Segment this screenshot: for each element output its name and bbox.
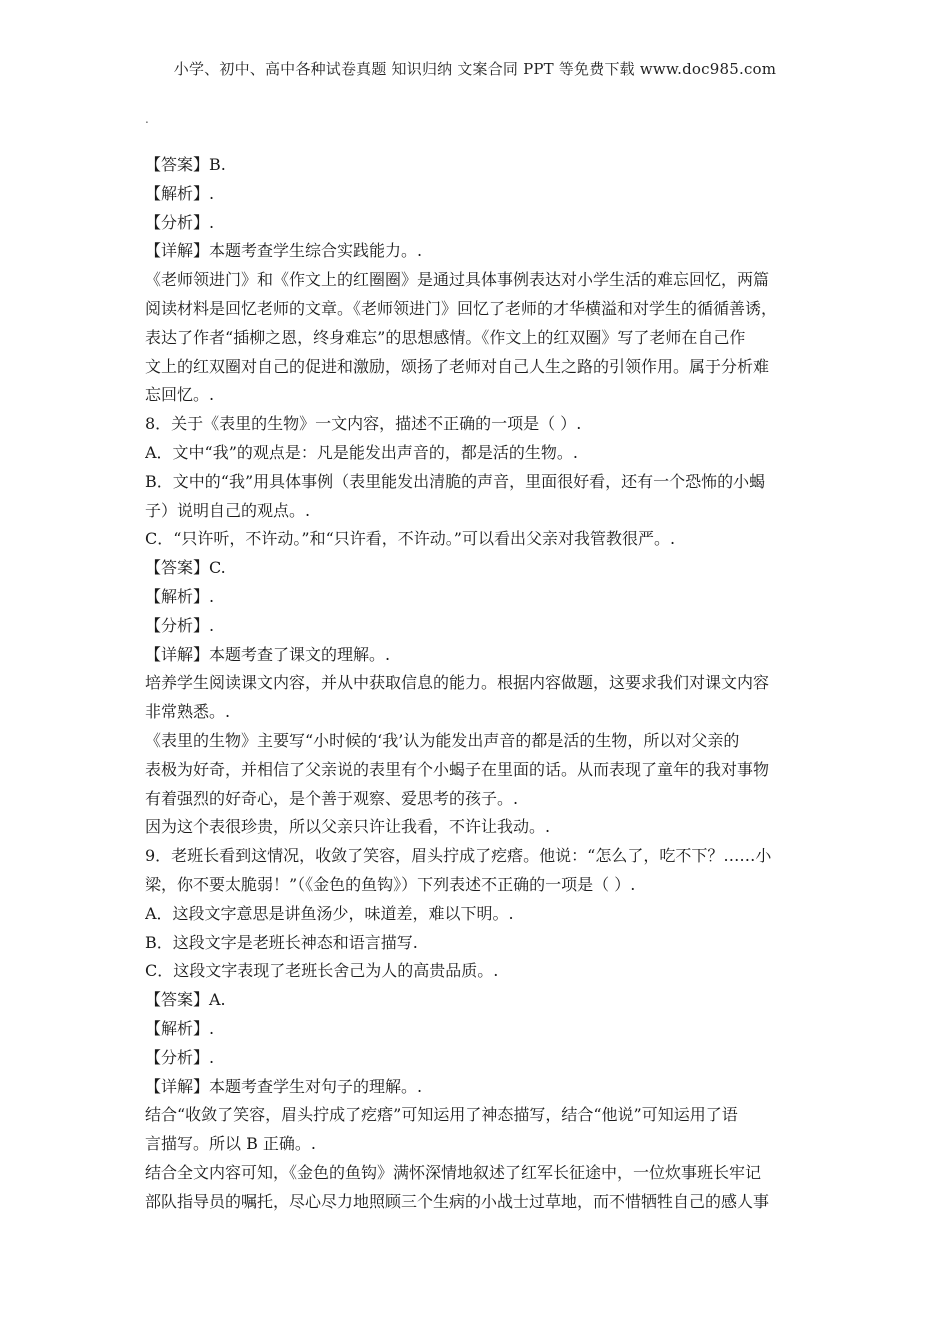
stray-mark: . [145, 112, 149, 126]
text-line: 文上的红双圈对自己的促进和激励，颂扬了老师对自己人生之路的引领作用。属于分析难 [145, 356, 770, 376]
text-line: B．这段文字是老班长神态和语言描写. [145, 932, 418, 952]
text-line: 【答案】A. [145, 990, 226, 1010]
text-line: 【详解】本题考查学生对句子的理解。. [145, 1076, 423, 1096]
text-line: 梁，你不要太脆弱！”（《金色的鱼钩》）下列表述不正确的一项是（ ）. [145, 874, 636, 894]
text-line: 【详解】本题考查了课文的理解。. [145, 644, 391, 664]
text-line: 表极为好奇，并相信了父亲说的表里有个小蝎子在里面的话。从而表现了童年的我对事物 [145, 759, 770, 779]
text-line: 【分析】. [145, 212, 215, 232]
text-line: 【答案】C. [145, 558, 226, 578]
page-header: 小学、初中、高中各种试卷真题 知识归纳 文案合同 PPT 等免费下载 www.doc985.com [173, 60, 777, 78]
text-line: 《老师领进门》和《作文上的红圈圈》是通过具体事例表达对小学生活的难忘回忆，两篇 [145, 270, 770, 290]
text-line: 【答案】B. [145, 155, 226, 174]
text-line: 有着强烈的好奇心，是个善于观察、爱思考的孩子。. [145, 788, 519, 808]
text-line: 《表里的生物》主要写“小时候的‘我’认为能发出声音的都是活的生物，所以对父亲的 [145, 730, 740, 750]
text-line: 【解析】. [145, 1018, 215, 1038]
text-line: 非常熟悉。. [145, 702, 231, 722]
text-line: 部队指导员的嘱托，尽心尽力地照顾三个生病的小战士过草地，而不惜牺牲自己的感人事 [145, 1191, 770, 1211]
text-line: 忘回忆。. [145, 385, 215, 405]
text-line: 【解析】. [145, 586, 215, 606]
text-line: 8．关于《表里的生物》一文内容，描述不正确的一项是（ ）. [145, 414, 582, 434]
text-line: 【分析】. [145, 1047, 215, 1067]
text-line: 【详解】本题考查学生综合实践能力。. [145, 241, 423, 261]
text-line: 9．老班长看到这情况，收敛了笑容，眉头拧成了疙瘩。他说：“怎么了，吃不下？……小 [145, 846, 772, 866]
text-line: A．文中“我”的观点是：凡是能发出声音的，都是活的生物。. [145, 442, 579, 462]
text-line: 表达了作者“插柳之恩，终身难忘”的思想感情。《作文上的红双圈》写了老师在自己作 [145, 327, 746, 347]
text-line: A．这段文字意思是讲鱼汤少，味道差，难以下明。. [145, 903, 514, 923]
text-line: 【分析】. [145, 615, 215, 635]
text-line: B．文中的“我”用具体事例（表里能发出清脆的声音，里面很好看，还有一个恐怖的小蝎 [145, 471, 766, 491]
text-line: 结合全文内容可知，《金色的鱼钩》满怀深情地叙述了红军长征途中，一位炊事班长牢记 [145, 1162, 762, 1182]
text-line: 培养学生阅读课文内容，并从中获取信息的能力。根据内容做题，这要求我们对课文内容 [145, 673, 770, 693]
text-line: 子）说明自己的观点。. [145, 500, 311, 520]
text-line: 阅读材料是回忆老师的文章。《老师领进门》回忆了老师的才华横溢和对学生的循循善诱， [145, 298, 778, 318]
text-line: 言描写。所以 B 正确。. [145, 1134, 317, 1154]
text-line: 结合“收敛了笑容，眉头拧成了疙瘩”可知运用了神态描写，结合“他说”可知运用了语 [145, 1105, 738, 1125]
text-line: 因为这个表很珍贵，所以父亲只许让我看，不许让我动。. [145, 817, 551, 837]
text-line: C．“只许听，不许动。”和“只许看，不许动。”可以看出父亲对我管教很严。. [145, 529, 676, 549]
document-body [145, 151, 810, 1216]
text-line: C．这段文字表现了老班长舍己为人的高贵品质。. [145, 961, 499, 981]
text-line: 【解析】. [145, 183, 215, 203]
